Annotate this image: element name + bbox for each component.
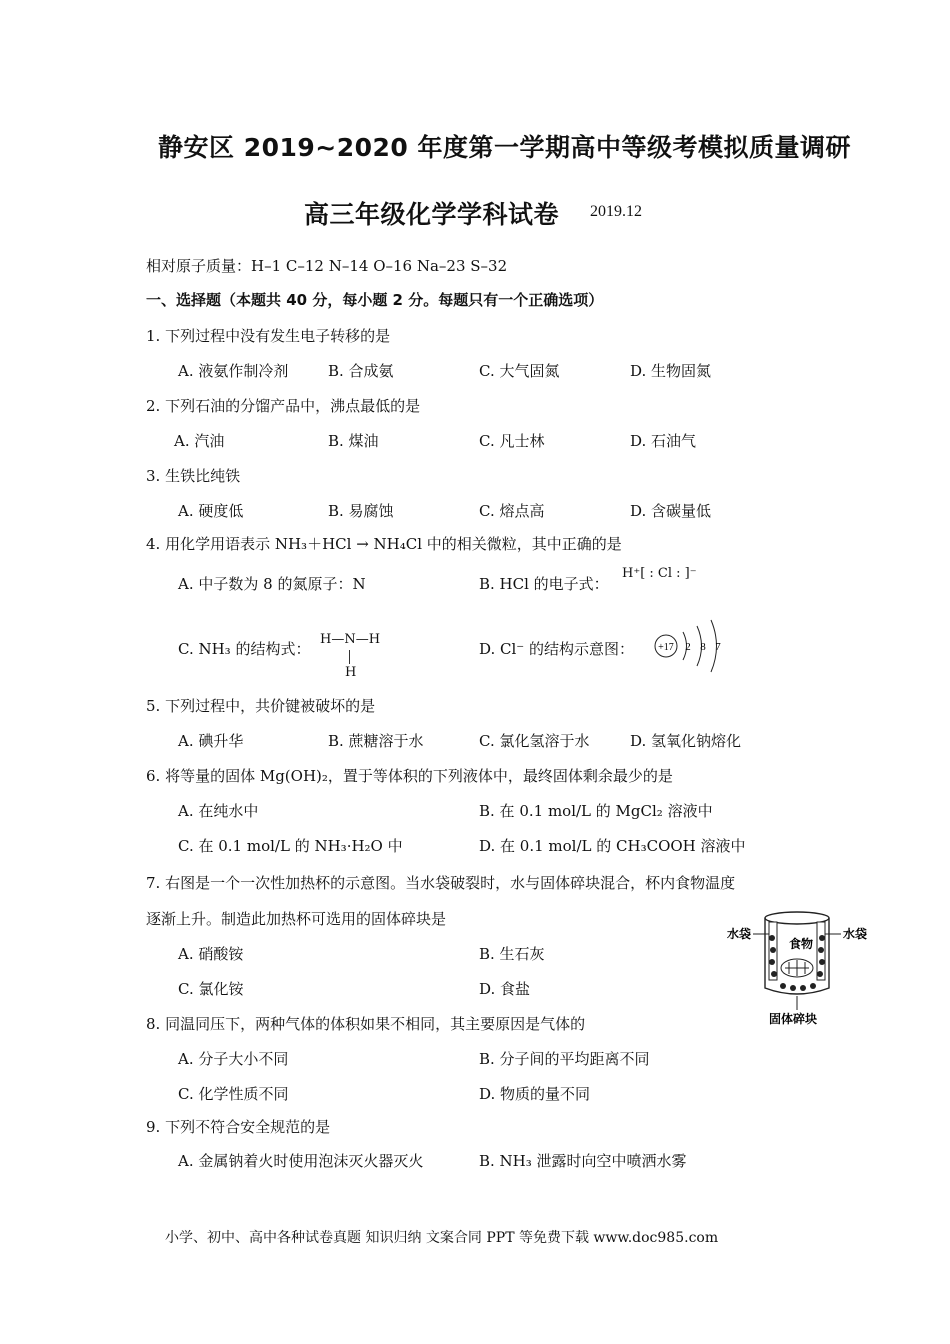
- question-2-option-c: C. 凡士林: [479, 432, 545, 450]
- question-6-option-a: A. 在纯水中: [178, 802, 259, 820]
- question-2-stem: 2. 下列石油的分馏产品中，沸点最低的是: [146, 397, 421, 415]
- heating-cup-figure: [725, 908, 880, 1026]
- question-7-option-c: C. 氯化铵: [178, 980, 244, 998]
- section-heading: 一、选择题（本题共 40 分，每小题 2 分。每题只有一个正确选项）: [146, 291, 604, 309]
- question-9-option-b: B. NH₃ 泄露时向空中喷洒水雾: [479, 1152, 687, 1170]
- question-3-option-a: A. 硬度低: [178, 502, 244, 520]
- hcl-electron-formula: H⁺[ : Cl : ]⁻: [622, 566, 697, 581]
- solid-chips-label: 固体碎块: [769, 1012, 818, 1026]
- question-5-option-a: A. 碘升华: [178, 732, 244, 750]
- cl-ion-structure-diagram: [650, 615, 730, 677]
- page-footer: 小学、初中、高中各种试卷真题 知识归纳 文案合同 PPT 等免费下载 www.doc985.com: [165, 1230, 719, 1246]
- question-8-option-d: D. 物质的量不同: [479, 1085, 591, 1103]
- question-8-option-a: A. 分子大小不同: [178, 1050, 289, 1068]
- nh3-bond-line: [349, 650, 350, 664]
- question-8-option-b: B. 分子间的平均距离不同: [479, 1050, 650, 1068]
- food-label: 食物: [789, 937, 814, 951]
- question-1-option-a: A. 液氨作制冷剂: [178, 362, 289, 380]
- nh3-structure-bottom: H: [345, 665, 357, 680]
- question-8-option-c: C. 化学性质不同: [178, 1085, 289, 1103]
- food-pattern: [785, 960, 809, 976]
- question-7-option-a: A. 硝酸铵: [178, 945, 244, 963]
- question-3-stem: 3. 生铁比纯铁: [146, 467, 241, 485]
- nucleus-charge: +17: [658, 642, 674, 653]
- water-bag-label-left: 水袋: [727, 927, 752, 941]
- question-6-stem: 6. 将等量的固体 Mg(OH)₂，置于等体积的下列液体中，最终固体剩余最少的是: [146, 767, 673, 785]
- exam-title-line2: 高三年级化学学科试卷: [304, 200, 560, 229]
- question-9-option-a: A. 金属钠着火时使用泡沫灭火器灭火: [178, 1152, 424, 1170]
- question-6-option-b: B. 在 0.1 mol/L 的 MgCl₂ 溶液中: [479, 802, 713, 820]
- atomic-mass-line: 相对原子质量：H–1 C–12 N–14 O–16 Na–23 S–32: [146, 257, 508, 275]
- question-7-option-d: D. 食盐: [479, 980, 531, 998]
- question-7-stem-line2: 逐渐上升。制造此加热杯可选用的固体碎块是: [146, 910, 447, 928]
- question-1-option-b: B. 合成氨: [328, 362, 394, 380]
- question-9-stem: 9. 下列不符合安全规范的是: [146, 1118, 331, 1136]
- question-4-option-b: B. HCl 的电子式：: [479, 575, 609, 593]
- question-8-stem: 8. 同温同压下，两种气体的体积如果不相同，其主要原因是气体的: [146, 1015, 586, 1033]
- shell-1-count: 2: [685, 641, 691, 653]
- question-4-option-c: C. NH₃ 的结构式：: [178, 640, 311, 658]
- question-3-option-b: B. 易腐蚀: [328, 502, 394, 520]
- water-bag-label-right: 水袋: [843, 927, 868, 941]
- question-4-stem: 4. 用化学用语表示 NH₃＋HCl → NH₄Cl 中的相关微粒，其中正确的是: [146, 535, 622, 553]
- question-1-stem: 1. 下列过程中没有发生电子转移的是: [146, 327, 391, 345]
- shell-3-count: 7: [715, 641, 721, 653]
- question-7-stem-line1: 7. 右图是一个一次性加热杯的示意图。当水袋破裂时，水与固体碎块混合，杯内食物温度: [146, 874, 736, 892]
- question-5-stem: 5. 下列过程中，共价键被破坏的是: [146, 697, 376, 715]
- question-2-option-a: A. 汽油: [174, 432, 225, 450]
- question-4-option-a: A. 中子数为 8 的氮原子：N: [178, 575, 366, 593]
- question-6-option-c: C. 在 0.1 mol/L 的 NH₃·H₂O 中: [178, 837, 403, 855]
- nh3-structure-top: H—N—H: [320, 632, 381, 647]
- question-7-option-b: B. 生石灰: [479, 945, 545, 963]
- question-1-option-c: C. 大气固氮: [479, 362, 560, 380]
- question-4-option-d: D. Cl⁻ 的结构示意图：: [479, 640, 634, 658]
- question-6-option-d: D. 在 0.1 mol/L 的 CH₃COOH 溶液中: [479, 837, 746, 855]
- question-1-option-d: D. 生物固氮: [630, 362, 712, 380]
- question-5-option-c: C. 氯化氢溶于水: [479, 732, 590, 750]
- question-2-option-b: B. 煤油: [328, 432, 379, 450]
- question-3-option-d: D. 含碳量低: [630, 502, 712, 520]
- exam-title-line1: 静安区 2019~2020 年度第一学期高中等级考模拟质量调研: [158, 133, 852, 162]
- shell-2-count: 8: [700, 641, 706, 653]
- exam-date: 2019.12: [590, 203, 642, 220]
- question-2-option-d: D. 石油气: [630, 432, 697, 450]
- question-3-option-c: C. 熔点高: [479, 502, 545, 520]
- question-5-option-b: B. 蔗糖溶于水: [328, 732, 424, 750]
- question-5-option-d: D. 氢氧化钠熔化: [630, 732, 742, 750]
